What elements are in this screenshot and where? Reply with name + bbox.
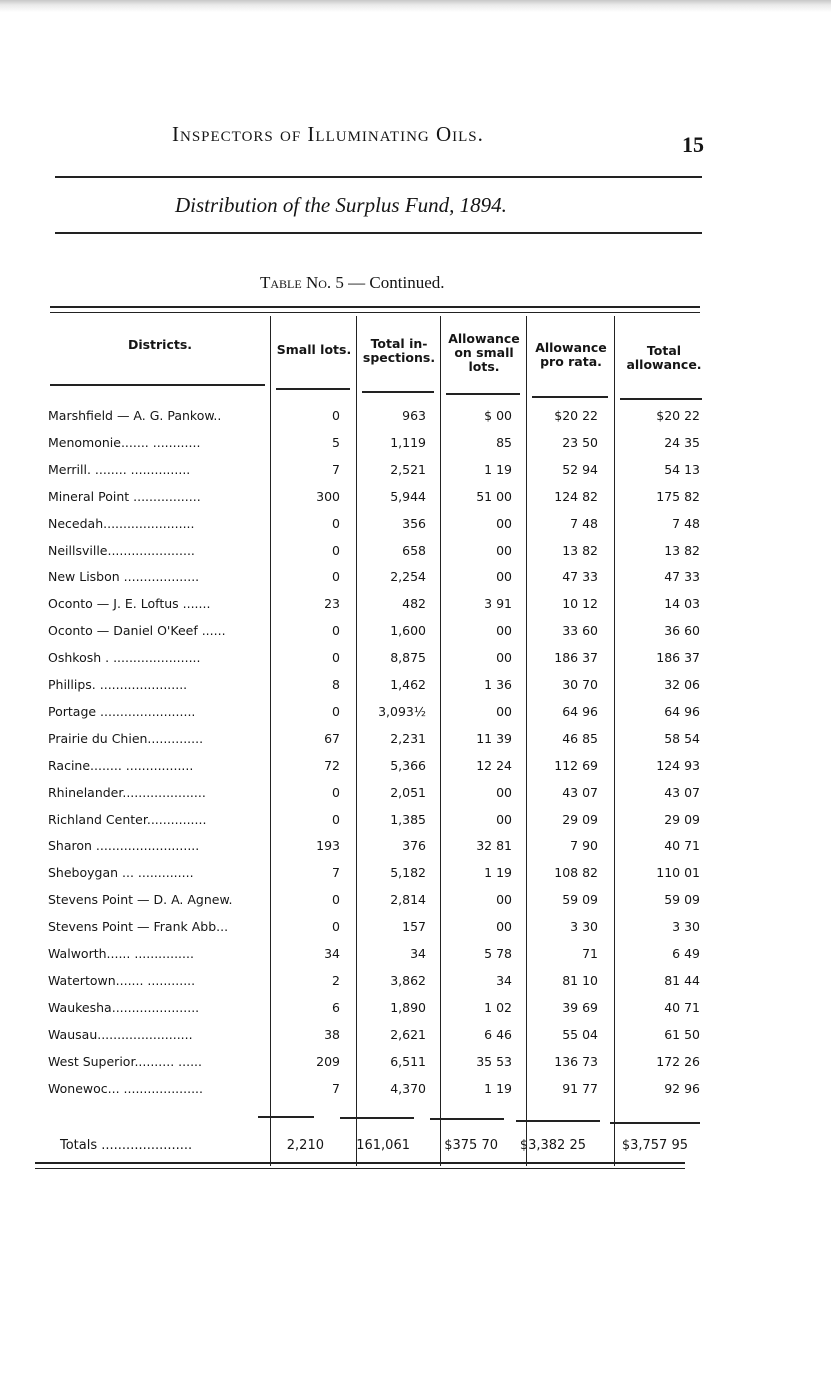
- district-name: Portage ........................: [48, 703, 196, 719]
- allowance-pro-rata-cell: 186 37: [554, 650, 598, 666]
- table-row: [0, 1000, 831, 1026]
- district-name: Racine........ .................: [48, 757, 194, 773]
- small-lots-cell: 0: [332, 650, 340, 666]
- table-row: [0, 785, 831, 811]
- header-districts: [60, 338, 260, 352]
- rule-top-1: [55, 176, 702, 178]
- table-bottom-rule-1: [35, 1162, 685, 1164]
- table-row: [0, 946, 831, 972]
- table-top-rule-2: [50, 312, 700, 313]
- small-lots-cell: 0: [332, 623, 340, 639]
- total-inspections-cell: 1,600: [390, 623, 426, 639]
- totals-inspections: 161,061: [356, 1138, 410, 1153]
- district-name: Prairie du Chien..............: [48, 730, 204, 746]
- header-rule-totalallow: [620, 398, 702, 400]
- allowance-pro-rata-cell: 64 96: [562, 703, 598, 719]
- allowance-pro-rata-cell: 136 73: [554, 1053, 598, 1069]
- district-name: Stevens Point — Frank Abb...: [48, 919, 229, 935]
- table-row: [0, 812, 831, 838]
- small-lots-cell: 0: [332, 784, 340, 800]
- allowance-small-cell: 00: [496, 515, 512, 531]
- table-row: [0, 1027, 831, 1053]
- totals-total-allowance: $3,757 95: [621, 1138, 688, 1153]
- small-lots-cell: 5: [332, 434, 340, 450]
- small-lots-cell: 193: [316, 838, 340, 854]
- small-lots-cell: 67: [324, 730, 340, 746]
- allowance-small-cell: 00: [496, 623, 512, 639]
- total-allowance-cell: 43 07: [664, 784, 700, 800]
- total-allowance-cell: 124 93: [656, 757, 700, 773]
- table-caption-prefix: Table No. 5: [260, 273, 344, 292]
- district-name: Rhinelander.....................: [48, 784, 206, 800]
- total-allowance-cell: 81 44: [664, 972, 700, 988]
- total-inspections-cell: 2,254: [390, 569, 426, 585]
- total-inspections-cell: 5,182: [390, 865, 426, 881]
- allowance-pro-rata-cell: 33 60: [562, 623, 598, 639]
- totals-rule-prorata: [516, 1120, 600, 1122]
- total-inspections-cell: 2,051: [390, 784, 426, 800]
- allowance-small-cell: 3 91: [484, 596, 512, 612]
- allowance-pro-rata-cell: 7 90: [570, 838, 598, 854]
- total-allowance-cell: 36 60: [664, 623, 700, 639]
- district-name: Oconto — Daniel O'Keef ......: [48, 623, 226, 639]
- small-lots-cell: 0: [332, 569, 340, 585]
- scan-edge-shading: [0, 0, 831, 12]
- header-allowance-small-lots: [442, 332, 526, 374]
- district-name: West Superior.......... ......: [48, 1053, 202, 1069]
- table-caption-suffix: — Continued.: [343, 273, 445, 292]
- small-lots-cell: 23: [324, 596, 340, 612]
- small-lots-cell: 7: [332, 1080, 340, 1096]
- table-row: [0, 919, 831, 945]
- total-allowance-cell: 32 06: [664, 677, 700, 692]
- total-allowance-cell: 175 82: [656, 488, 700, 504]
- total-inspections-cell: 376: [402, 838, 426, 854]
- total-inspections-cell: 482: [402, 596, 426, 612]
- header-total-inspections: [358, 337, 440, 365]
- total-inspections-cell: 34: [410, 946, 426, 961]
- table-caption: [260, 273, 445, 293]
- total-allowance-cell: 47 33: [664, 569, 700, 585]
- allowance-pro-rata-cell: 124 82: [554, 488, 598, 504]
- small-lots-cell: 0: [332, 703, 340, 719]
- table-row: [0, 892, 831, 918]
- header-total-inspections-line-2: spections.: [362, 350, 436, 365]
- district-name: Merrill. ........ ...............: [48, 461, 191, 477]
- table-row: [0, 462, 831, 488]
- table-bottom-rule-2: [35, 1168, 685, 1169]
- allowance-small-cell: 00: [496, 569, 512, 585]
- totals-rule-total: [340, 1117, 414, 1119]
- district-name: Stevens Point — D. A. Agnew.: [48, 892, 233, 908]
- allowance-pro-rata-cell: 52 94: [562, 461, 598, 477]
- total-allowance-cell: 40 71: [664, 999, 700, 1015]
- table-row: [0, 865, 831, 891]
- allowance-small-cell: 1 19: [484, 1080, 512, 1096]
- total-inspections-cell: 1,462: [390, 677, 426, 692]
- allowance-small-cell: 51 00: [476, 488, 512, 504]
- total-allowance-cell: 7 48: [672, 515, 700, 531]
- totals-row: [0, 1138, 831, 1164]
- page-number: 15: [682, 132, 704, 157]
- total-allowance-cell: 172 26: [656, 1053, 700, 1069]
- small-lots-cell: 0: [332, 892, 340, 908]
- allowance-pro-rata-cell: 46 85: [562, 730, 598, 746]
- table-row: [0, 596, 831, 622]
- allowance-pro-rata-cell: 3 30: [570, 919, 598, 935]
- total-allowance-cell: 58 54: [664, 730, 700, 746]
- allowance-small-cell: 1 19: [484, 461, 512, 477]
- total-allowance-cell: 64 96: [664, 703, 700, 719]
- allowance-pro-rata-cell: 39 69: [562, 999, 598, 1015]
- allowance-small-cell: 35 53: [476, 1053, 512, 1069]
- total-inspections-cell: 2,621: [390, 1026, 426, 1042]
- header-districts-text: Districts.: [127, 337, 193, 352]
- district-name: New Lisbon ...................: [48, 569, 200, 585]
- header-total-allowance-line-2: allowance.: [626, 357, 702, 372]
- total-inspections-cell: 1,890: [390, 999, 426, 1015]
- total-allowance-cell: 6 49: [672, 946, 700, 961]
- allowance-pro-rata-cell: 47 33: [562, 569, 598, 585]
- total-inspections-cell: 2,521: [390, 461, 426, 477]
- table-row: [0, 973, 831, 999]
- total-inspections-cell: 356: [402, 515, 426, 531]
- table-row: [0, 650, 831, 676]
- district-name: Phillips. ......................: [48, 677, 188, 692]
- allowance-small-cell: 32 81: [476, 838, 512, 854]
- subtitle: Distribution of the Surplus Fund, 1894.: [175, 193, 507, 217]
- district-name: Neillsville......................: [48, 542, 195, 558]
- district-name: Marshfield — A. G. Pankow..: [48, 408, 222, 423]
- table-row: [0, 543, 831, 569]
- totals-rule-small: [258, 1116, 314, 1118]
- allowance-pro-rata-cell: 10 12: [562, 596, 598, 612]
- table-row: [0, 677, 831, 703]
- small-lots-cell: 7: [332, 865, 340, 881]
- total-allowance-cell: $20 22: [656, 408, 700, 423]
- total-allowance-cell: 13 82: [664, 542, 700, 558]
- total-inspections-cell: 5,366: [390, 757, 426, 773]
- total-inspections-cell: 2,231: [390, 730, 426, 746]
- table-row: [0, 569, 831, 595]
- allowance-pro-rata-cell: 108 82: [554, 865, 598, 881]
- allowance-small-cell: 00: [496, 784, 512, 800]
- total-allowance-cell: 54 13: [664, 461, 700, 477]
- total-allowance-cell: 110 01: [656, 865, 700, 881]
- total-allowance-cell: 14 03: [664, 596, 700, 612]
- district-name: Oconto — J. E. Loftus .......: [48, 596, 211, 612]
- allowance-small-cell: 00: [496, 919, 512, 935]
- allowance-small-cell: 6 46: [484, 1026, 512, 1042]
- allowance-small-cell: 5 78: [484, 946, 512, 961]
- total-allowance-cell: 59 09: [664, 892, 700, 908]
- small-lots-cell: 209: [316, 1053, 340, 1069]
- totals-rule-allow: [430, 1118, 504, 1120]
- table-row: [0, 489, 831, 515]
- total-allowance-cell: 186 37: [656, 650, 700, 666]
- district-name: Menomonie....... ............: [48, 434, 201, 450]
- allowance-small-cell: 00: [496, 542, 512, 558]
- allowance-small-cell: 1 02: [484, 999, 512, 1015]
- header-rule-districts: [50, 384, 265, 386]
- small-lots-cell: 0: [332, 542, 340, 558]
- header-rule-small: [276, 388, 350, 390]
- total-inspections-cell: 3,093½: [378, 703, 426, 719]
- header-allowance-small-line-3: lots.: [468, 359, 500, 374]
- allowance-pro-rata-cell: 29 09: [562, 811, 598, 827]
- district-name: Wausau........................: [48, 1026, 193, 1042]
- small-lots-cell: 38: [324, 1026, 340, 1042]
- small-lots-cell: 0: [332, 408, 340, 423]
- allowance-pro-rata-cell: 55 04: [562, 1026, 598, 1042]
- allowance-small-cell: 11 39: [476, 730, 512, 746]
- running-head: Inspectors of Illuminating Oils.: [172, 122, 484, 146]
- table-row: [0, 731, 831, 757]
- totals-label: Totals ......................: [60, 1138, 193, 1153]
- header-small-lots-text: Small lots.: [276, 342, 352, 357]
- allowance-small-cell: 1 19: [484, 865, 512, 881]
- allowance-small-cell: 00: [496, 703, 512, 719]
- allowance-pro-rata-cell: $20 22: [554, 408, 598, 423]
- total-allowance-cell: 40 71: [664, 838, 700, 854]
- allowance-pro-rata-cell: 13 82: [562, 542, 598, 558]
- header-total-allowance-line-1: Total: [646, 343, 682, 358]
- total-inspections-cell: 963: [402, 408, 426, 423]
- allowance-small-cell: 00: [496, 892, 512, 908]
- table-row: [0, 838, 831, 864]
- district-name: Walworth...... ...............: [48, 946, 194, 961]
- total-inspections-cell: 157: [402, 919, 426, 935]
- allowance-pro-rata-cell: 71: [582, 946, 598, 961]
- district-name: Sharon ..........................: [48, 838, 200, 854]
- allowance-pro-rata-cell: 81 10: [562, 972, 598, 988]
- allowance-pro-rata-cell: 59 09: [562, 892, 598, 908]
- total-allowance-cell: 29 09: [664, 811, 700, 827]
- header-rule-total: [362, 391, 434, 393]
- header-allowance-small-line-1: Allowance: [448, 331, 520, 346]
- table-row: [0, 435, 831, 461]
- total-inspections-cell: 2,814: [390, 892, 426, 908]
- district-name: Richland Center...............: [48, 811, 207, 827]
- total-allowance-cell: 92 96: [664, 1080, 700, 1096]
- totals-small-lots: 2,210: [286, 1138, 324, 1153]
- total-inspections-cell: 3,862: [390, 972, 426, 988]
- small-lots-cell: 0: [332, 515, 340, 531]
- total-inspections-cell: 4,370: [390, 1080, 426, 1096]
- small-lots-cell: 8: [332, 677, 340, 692]
- header-pro-rata-line-1: Allowance: [535, 340, 607, 355]
- small-lots-cell: 72: [324, 757, 340, 773]
- table-top-rule-1: [50, 306, 700, 308]
- header-pro-rata-line-2: pro rata.: [540, 354, 602, 369]
- header-allowance-small-line-2: on small: [454, 345, 514, 360]
- table-row: [0, 758, 831, 784]
- table-row: [0, 704, 831, 730]
- allowance-pro-rata-cell: 30 70: [562, 677, 598, 692]
- small-lots-cell: 6: [332, 999, 340, 1015]
- district-name: Necedah.......................: [48, 515, 195, 531]
- allowance-pro-rata-cell: 23 50: [562, 434, 598, 450]
- district-name: Watertown....... ............: [48, 972, 196, 988]
- allowance-small-cell: 1 36: [484, 677, 512, 692]
- table-row: [0, 408, 831, 434]
- header-allowance-pro-rata: [528, 341, 614, 369]
- allowance-pro-rata-cell: 91 77: [562, 1080, 598, 1096]
- totals-rule-totalallow: [610, 1122, 700, 1124]
- table-row: [0, 1054, 831, 1080]
- total-allowance-cell: 61 50: [664, 1026, 700, 1042]
- district-name: Wonewoc... ....................: [48, 1080, 203, 1096]
- allowance-small-cell: 00: [496, 650, 512, 666]
- allowance-pro-rata-cell: 43 07: [562, 784, 598, 800]
- total-allowance-cell: 3 30: [672, 919, 700, 935]
- allowance-small-cell: 85: [496, 434, 512, 450]
- allowance-small-cell: $ 00: [484, 408, 512, 423]
- small-lots-cell: 34: [324, 946, 340, 961]
- allowance-pro-rata-cell: 112 69: [554, 757, 598, 773]
- district-name: Oshkosh . ......................: [48, 650, 201, 666]
- district-name: Mineral Point .................: [48, 488, 201, 504]
- header-rule-allow: [446, 393, 520, 395]
- small-lots-cell: 2: [332, 972, 340, 988]
- total-inspections-cell: 5,944: [390, 488, 426, 504]
- allowance-small-cell: 34: [496, 972, 512, 988]
- table-row: [0, 1081, 831, 1107]
- small-lots-cell: 0: [332, 811, 340, 827]
- district-name: Waukesha......................: [48, 999, 200, 1015]
- total-allowance-cell: 24 35: [664, 434, 700, 450]
- allowance-small-cell: 12 24: [476, 757, 512, 773]
- district-name: Sheboygan ... ..............: [48, 865, 194, 881]
- table-row: [0, 623, 831, 649]
- total-inspections-cell: 658: [402, 542, 426, 558]
- header-total-allowance: [616, 344, 712, 372]
- header-rule-prorata: [532, 396, 608, 398]
- allowance-pro-rata-cell: 7 48: [570, 515, 598, 531]
- total-inspections-cell: 6,511: [390, 1053, 426, 1069]
- totals-pro-rata: $3,382 25: [519, 1138, 586, 1153]
- totals-allowance-small: $375 70: [444, 1138, 498, 1153]
- small-lots-cell: 0: [332, 919, 340, 935]
- total-inspections-cell: 1,385: [390, 811, 426, 827]
- table-row: [0, 516, 831, 542]
- header-small-lots: [272, 343, 356, 357]
- rule-top-2: [55, 232, 702, 234]
- small-lots-cell: 300: [316, 488, 340, 504]
- total-inspections-cell: 1,119: [390, 434, 426, 450]
- small-lots-cell: 7: [332, 461, 340, 477]
- header-total-inspections-line-1: Total in-: [370, 336, 428, 351]
- total-inspections-cell: 8,875: [390, 650, 426, 666]
- allowance-small-cell: 00: [496, 811, 512, 827]
